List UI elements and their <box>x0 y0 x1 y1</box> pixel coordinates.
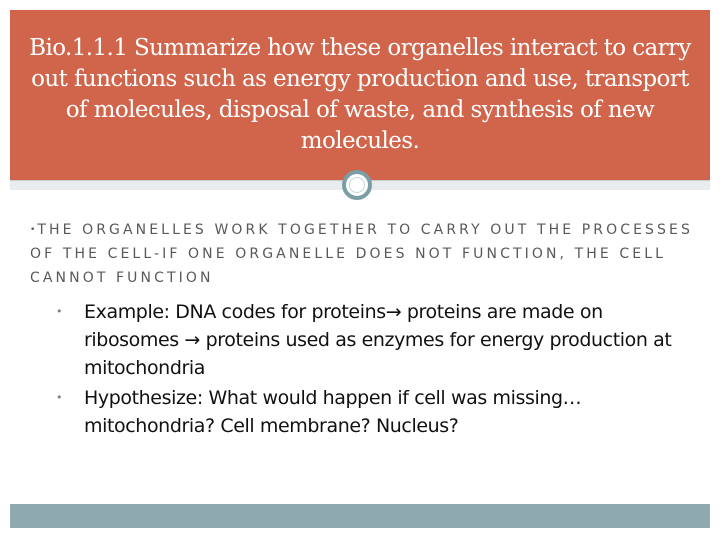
sub-point-list <box>56 298 696 442</box>
slide-title: Bio.1.1.1 Summarize how these organelles interact to carry out functions such as energy production and use, transport of molecules, disposal of waste, and synthesis of new molecules. <box>29 35 691 154</box>
circle-ornament-inner <box>349 177 365 193</box>
main-point-text: THE ORGANELLES WORK TOGETHER TO CARRY OUT THE PROCESSES OF THE CELL-IF ONE ORGANELLE DOES NOT FUNCTION, THE CELL CANNOT FUNCTION <box>30 222 693 286</box>
title-band <box>10 10 710 180</box>
sub-point-text: Hypothesize: What would happen if cell was missing…mitochondria? Cell membrane? Nucleus? <box>84 387 582 437</box>
sub-point-example <box>56 298 696 382</box>
sub-point-text: Example: DNA codes for proteins→ proteins are made on ribosomes → proteins used as enzymes for energy production at mitochondria <box>84 301 672 379</box>
sub-point-bullet: • <box>56 391 63 404</box>
circle-ornament-icon <box>342 170 372 200</box>
main-point <box>30 218 700 290</box>
sub-point-hypothesize <box>56 384 696 440</box>
sub-point-bullet: • <box>56 305 63 318</box>
main-point-bullet: • <box>30 225 36 235</box>
footer-band <box>10 504 710 528</box>
